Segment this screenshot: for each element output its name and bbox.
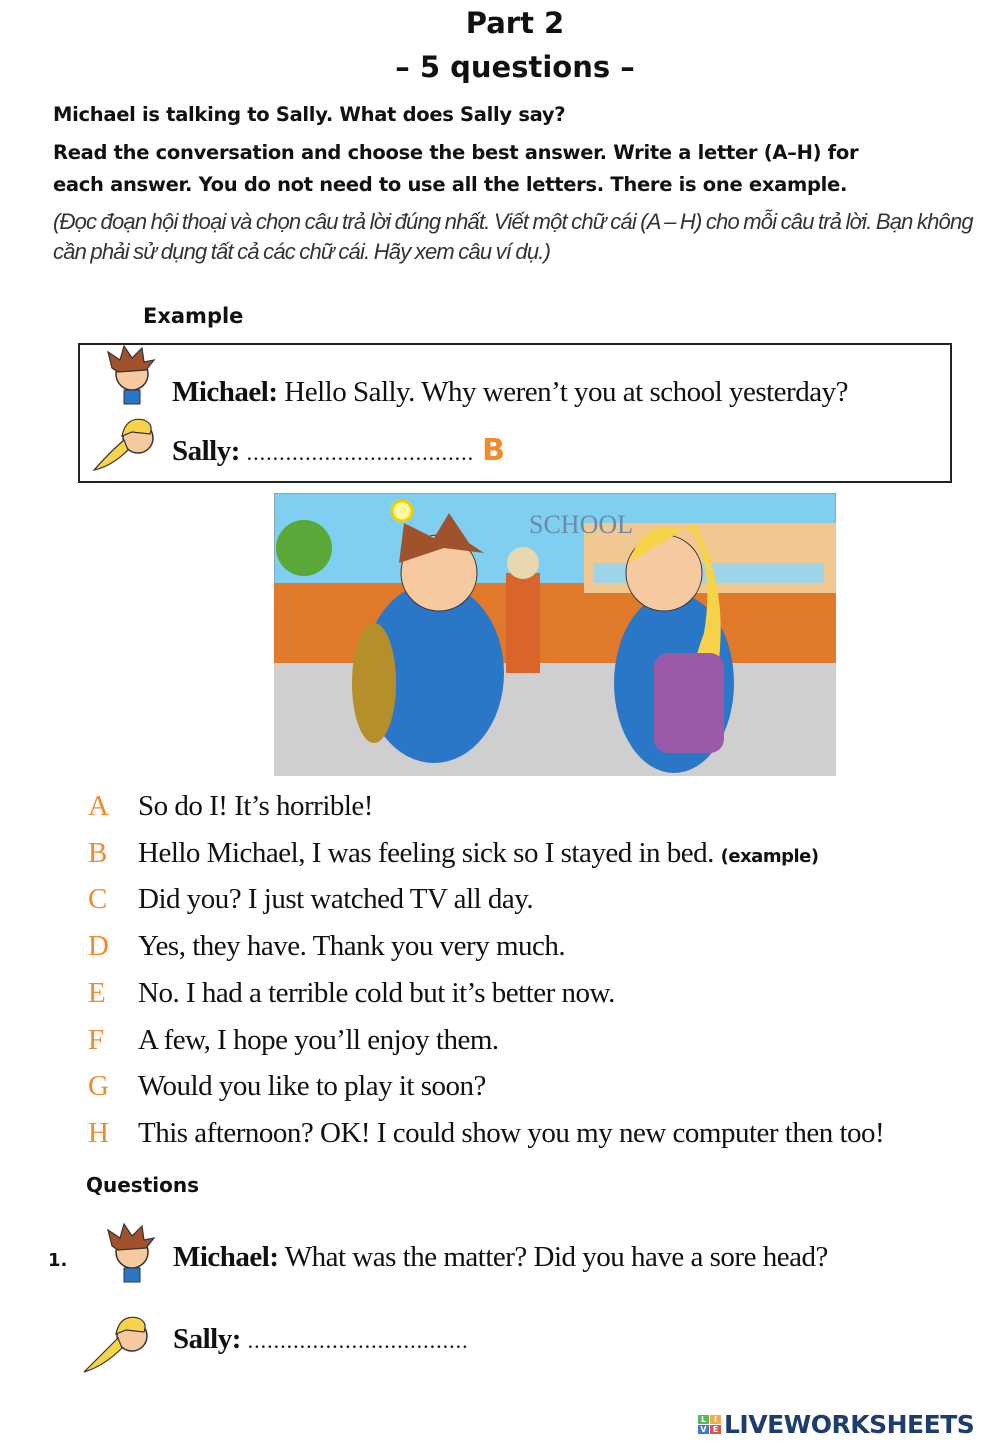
option-text [138, 1070, 486, 1103]
example-note: (example) [720, 845, 819, 867]
liveworksheets-logo: L I V E LIVEWORKSHEETS [698, 1410, 974, 1439]
page-subtitle: – 5 questions – [395, 50, 635, 84]
page-title: Part 2 [465, 6, 565, 40]
michael-avatar-icon [100, 1220, 160, 1286]
example-label: Example [143, 304, 244, 328]
option-sentence: Yes, they have. Thank you very much. [138, 930, 566, 963]
speaker-name: Sally: [172, 435, 240, 467]
instruction-line: Michael is talking to Sally. What does Sally say? [53, 103, 566, 126]
speaker-name: Michael: [172, 376, 278, 408]
question-sally-line [173, 1323, 469, 1356]
example-sally-line [172, 433, 505, 468]
sally-avatar-icon [82, 1308, 158, 1376]
option-letter: E [88, 976, 106, 1009]
vietnamese-instruction: (Đọc đoạn hội thoại và chọn câu trả lời đúng nhất. Viết một chữ cái (A – H) cho mỗi câu trả lời. Bạn không cần phải sử dụng tất cả các chữ cái. Hãy xem câu ví dụ.) [53, 209, 973, 264]
option-letter: G [88, 1070, 109, 1103]
speaker-text: Hello Sally. Why weren’t you at school yesterday? [284, 376, 848, 408]
logo-badge-icon: L I V E [698, 1415, 721, 1434]
school-sign: SCHOOL [529, 510, 634, 539]
option-sentence: Hello Michael, I was feeling sick so I stayed in bed. [138, 836, 714, 869]
option-text [138, 790, 373, 823]
option-text [138, 977, 615, 1010]
answer-blank[interactable]: .................................. [247, 1328, 469, 1353]
example-answer: B [482, 433, 505, 468]
speaker-text: What was the matter? Did you have a sore head? [284, 1241, 828, 1273]
option-letter: D [88, 930, 109, 963]
option-text [138, 883, 533, 916]
example-michael-line [172, 376, 848, 409]
option-sentence: No. I had a terrible cold but it’s better now. [138, 976, 615, 1009]
option-text [138, 1117, 884, 1150]
option-text [138, 837, 819, 870]
speaker-name: Michael: [173, 1241, 279, 1273]
sally-avatar-icon [92, 410, 164, 475]
instruction-line: each answer. You do not need to use all the letters. There is one example. [53, 173, 848, 196]
option-letter: F [88, 1023, 105, 1056]
option-letter: H [88, 1116, 109, 1149]
option-letter: A [88, 790, 109, 822]
option-text [138, 930, 565, 963]
school-scene-illustration [274, 493, 836, 776]
questions-label: Questions [86, 1173, 200, 1197]
option-sentence: This afternoon? OK! I could show you my new computer then too! [138, 1116, 885, 1149]
option-letter: B [88, 836, 108, 869]
answer-blank: ................................... [246, 440, 475, 465]
option-sentence: Did you? I just watched TV all day. [138, 883, 534, 916]
option-letter: C [88, 883, 108, 916]
option-text [138, 1024, 499, 1057]
option-sentence: A few, I hope you’ll enjoy them. [138, 1023, 499, 1056]
question-michael-line [173, 1241, 828, 1274]
michael-avatar-icon [100, 344, 160, 406]
instruction-line: Read the conversation and choose the best answer. Write a letter (A–H) for [53, 141, 859, 164]
option-sentence: Would you like to play it soon? [138, 1070, 486, 1103]
speaker-name: Sally: [173, 1323, 241, 1355]
question-number: 1. [48, 1250, 68, 1271]
option-sentence: So do I! It’s horrible! [138, 790, 373, 822]
